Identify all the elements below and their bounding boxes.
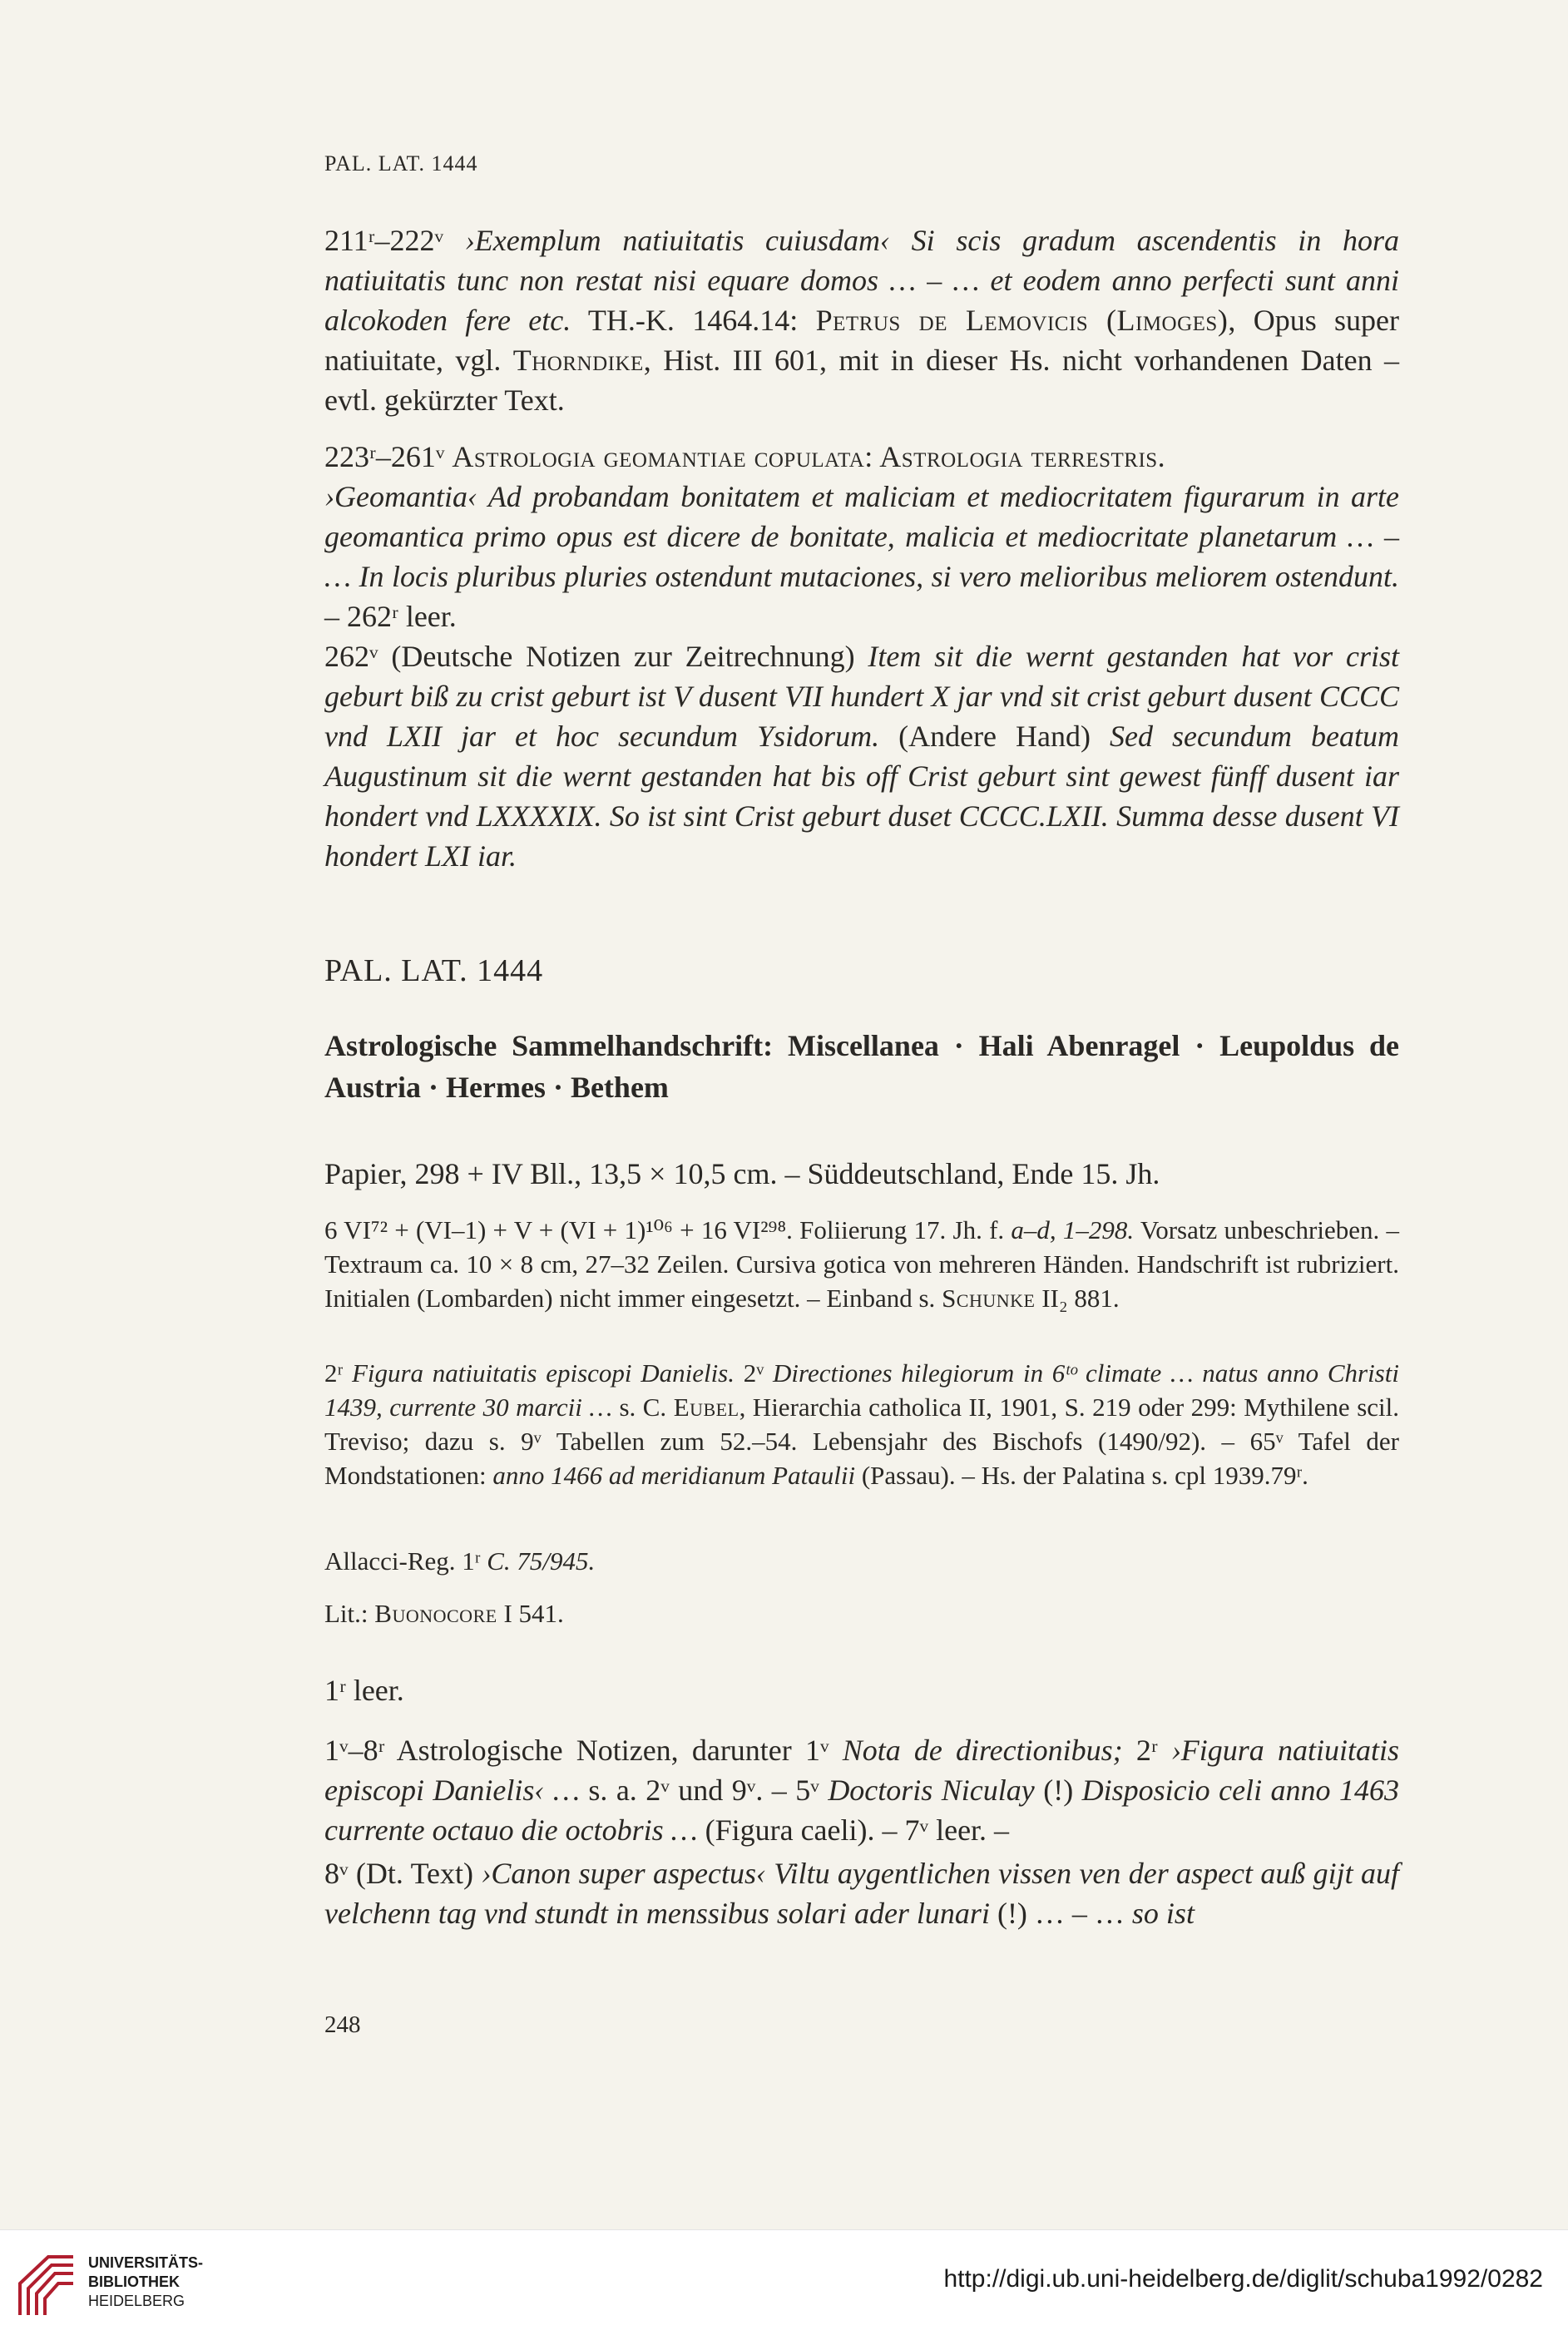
collation: 6 VI⁷² + (VI–1) + V + (VI + 1)¹⁰⁶ + 16 VI²⁹⁸. Foliierung 17. Jh. f. a–d, 1–298. Vorsatz unbeschrieben. – Textraum ca. 10 × 8 cm, 27–32 Zeilen. Cursiva gotica von mehreren Händen. Handschrift ist rubriziert. Initialen (Lombarden) nicht immer eingesetzt. – Einband s. Schunke II₂ 881. [324, 1215, 1400, 1313]
literature: Lit.: Buonocore I 541. [324, 1599, 564, 1628]
work-title: Astrologia geomantiae copulata: Astrologia terrestris. [452, 440, 1166, 473]
entry-1v: 1ᵛ–8ʳ Astrologische Notizen, darunter 1ᵛ Nota de directionibus; 2ʳ ›Figura natiuitatis episcopi Danielis‹ … s. a. 2ᵛ und 9ᵛ. – 5ᵛ Doctoris Niculay (!) Disposicio celi anno 1463 currente octauo die octobris … (Figura caeli). – 7ᵛ leer. – [324, 1734, 1399, 1847]
allacci-reference: Allacci-Reg. 1ʳ C. 75/945. [324, 1546, 596, 1576]
university-library-logo-icon [15, 2250, 78, 2329]
author-name: Thorndike [512, 344, 644, 377]
running-head: PAL. LAT. 1444 [324, 151, 478, 176]
page-number: 248 [324, 2011, 361, 2038]
entry-211r: 211ʳ–222ᵛ ›Exemplum natiuitatis cuiusdam‹ Si scis gradum ascendentis in hora natiuitatis tunc non restat nisi equare domos … – … et eodem anno perfecti sunt anni alcokoden fere etc. TH.-K. 1464.14: Petrus de Lemovicis (Limoges), Opus super natiuitate, vgl. Thorndike, Hist. III 601, mit in dieser Hs. nicht vorhandenen Daten – evtl. gekürzter Text. [324, 224, 1400, 417]
author-name: Schunke [942, 1284, 1036, 1313]
notes: 2ʳ Figura natiuitatis episcopi Danielis. 2ᵛ Directiones hilegiorum in 6ᵗᵒ climate … natus anno Christi 1439, currente 30 marcii … s. C. Eubel, Hierarchia catholica II, 1901, S. 219 oder 299: Mythilene scil. Treviso; dazu s. 9ᵛ Tabellen zum 52.–54. Lebensjahr des Bischofs (1490/92). – 65ᵛ Tafel der Mondstationen: anno 1466 ad meridianum Pataulii (Passau). – Hs. der Palatina s. cpl 1939.79ʳ. [324, 1358, 1399, 1490]
library-name: UNIVERSITÄTS- BIBLIOTHEK HEIDELBERG [88, 2254, 204, 2309]
manuscript-title: Astrologische Sammelhandschrift: Miscellanea · Hali Abenragel · Leupoldus de Austria · Hermes · Bethem [324, 1029, 1399, 1104]
entry-8v: 8ᵛ (Dt. Text) ›Canon super aspectus‹ Viltu aygentlichen vissen ven der aspect auß gijt auf velchenn tag vnd stundt in menssibus solari ader lunari (!) … – … so ist [324, 1857, 1400, 1930]
entry-223r: 223ʳ–261ᵛ Astrologia geomantiae copulata: Astrologia terrestris. ›Geomantia‹ Ad probandam bonitatem et maliciam et mediocritatem figurarum in arte geomantica primo opus est dicere de bonitate, malicia et mediocritate planetarum … – … In locis pluribus pluries ostendunt mutaciones, si vero melioribus meliorem ostendunt. – 262ʳ leer. 262ᵛ (Deutsche Notizen zur Zeitrechnung) Item sit die wernt gestanden hat vor crist geburt biß zu crist geburt ist V dusent VII hundert X jar vnd sit crist geburt dusent CCCC vnd LXII jar et hoc secundum Ysidorum. (Andere Hand) Sed secundum beatum Augustinum sit die wernt gestanden hat bis off Crist geburt sint gewest fünff dusent iar hondert vnd LXXXXIX. So ist sint Crist geburt duset CCCC.LXII. Summa desse dusent VI hondert LXI iar. [324, 437, 1399, 876]
viewer-footer [0, 2229, 1568, 2345]
shelfmark-heading: PAL. LAT. 1444 [324, 953, 544, 988]
physical-description: Papier, 298 + IV Bll., 13,5 × 10,5 cm. – Süddeutschland, Ende 15. Jh. [324, 1157, 1160, 1190]
author-name: Petrus de Lemovicis (Limoges) [815, 304, 1229, 337]
entry-262v: 262ᵛ (Deutsche Notizen zur Zeitrechnung) Item sit die wernt gestanden hat vor crist geburt biß zu crist geburt ist V dusent VII hundert X jar vnd sit crist geburt dusent CCCC vnd LXII jar et hoc secundum Ysidorum. (Andere Hand) Sed secundum beatum Augustinum sit die wernt gestanden hat bis off Crist geburt sint gewest fünff dusent iar hondert vnd LXXXXIX. So ist sint Crist geburt duset CCCC.LXII. Summa desse dusent VI hondert LXI iar. [324, 640, 1400, 873]
leaf-1r: 1ʳ leer. [324, 1674, 404, 1707]
author-name: Buonocore [374, 1599, 497, 1628]
author-name: Eubel [673, 1393, 739, 1422]
permalink-url[interactable]: http://digi.ub.uni-heidelberg.de/diglit/schuba1992/0282 [943, 2265, 1543, 2293]
